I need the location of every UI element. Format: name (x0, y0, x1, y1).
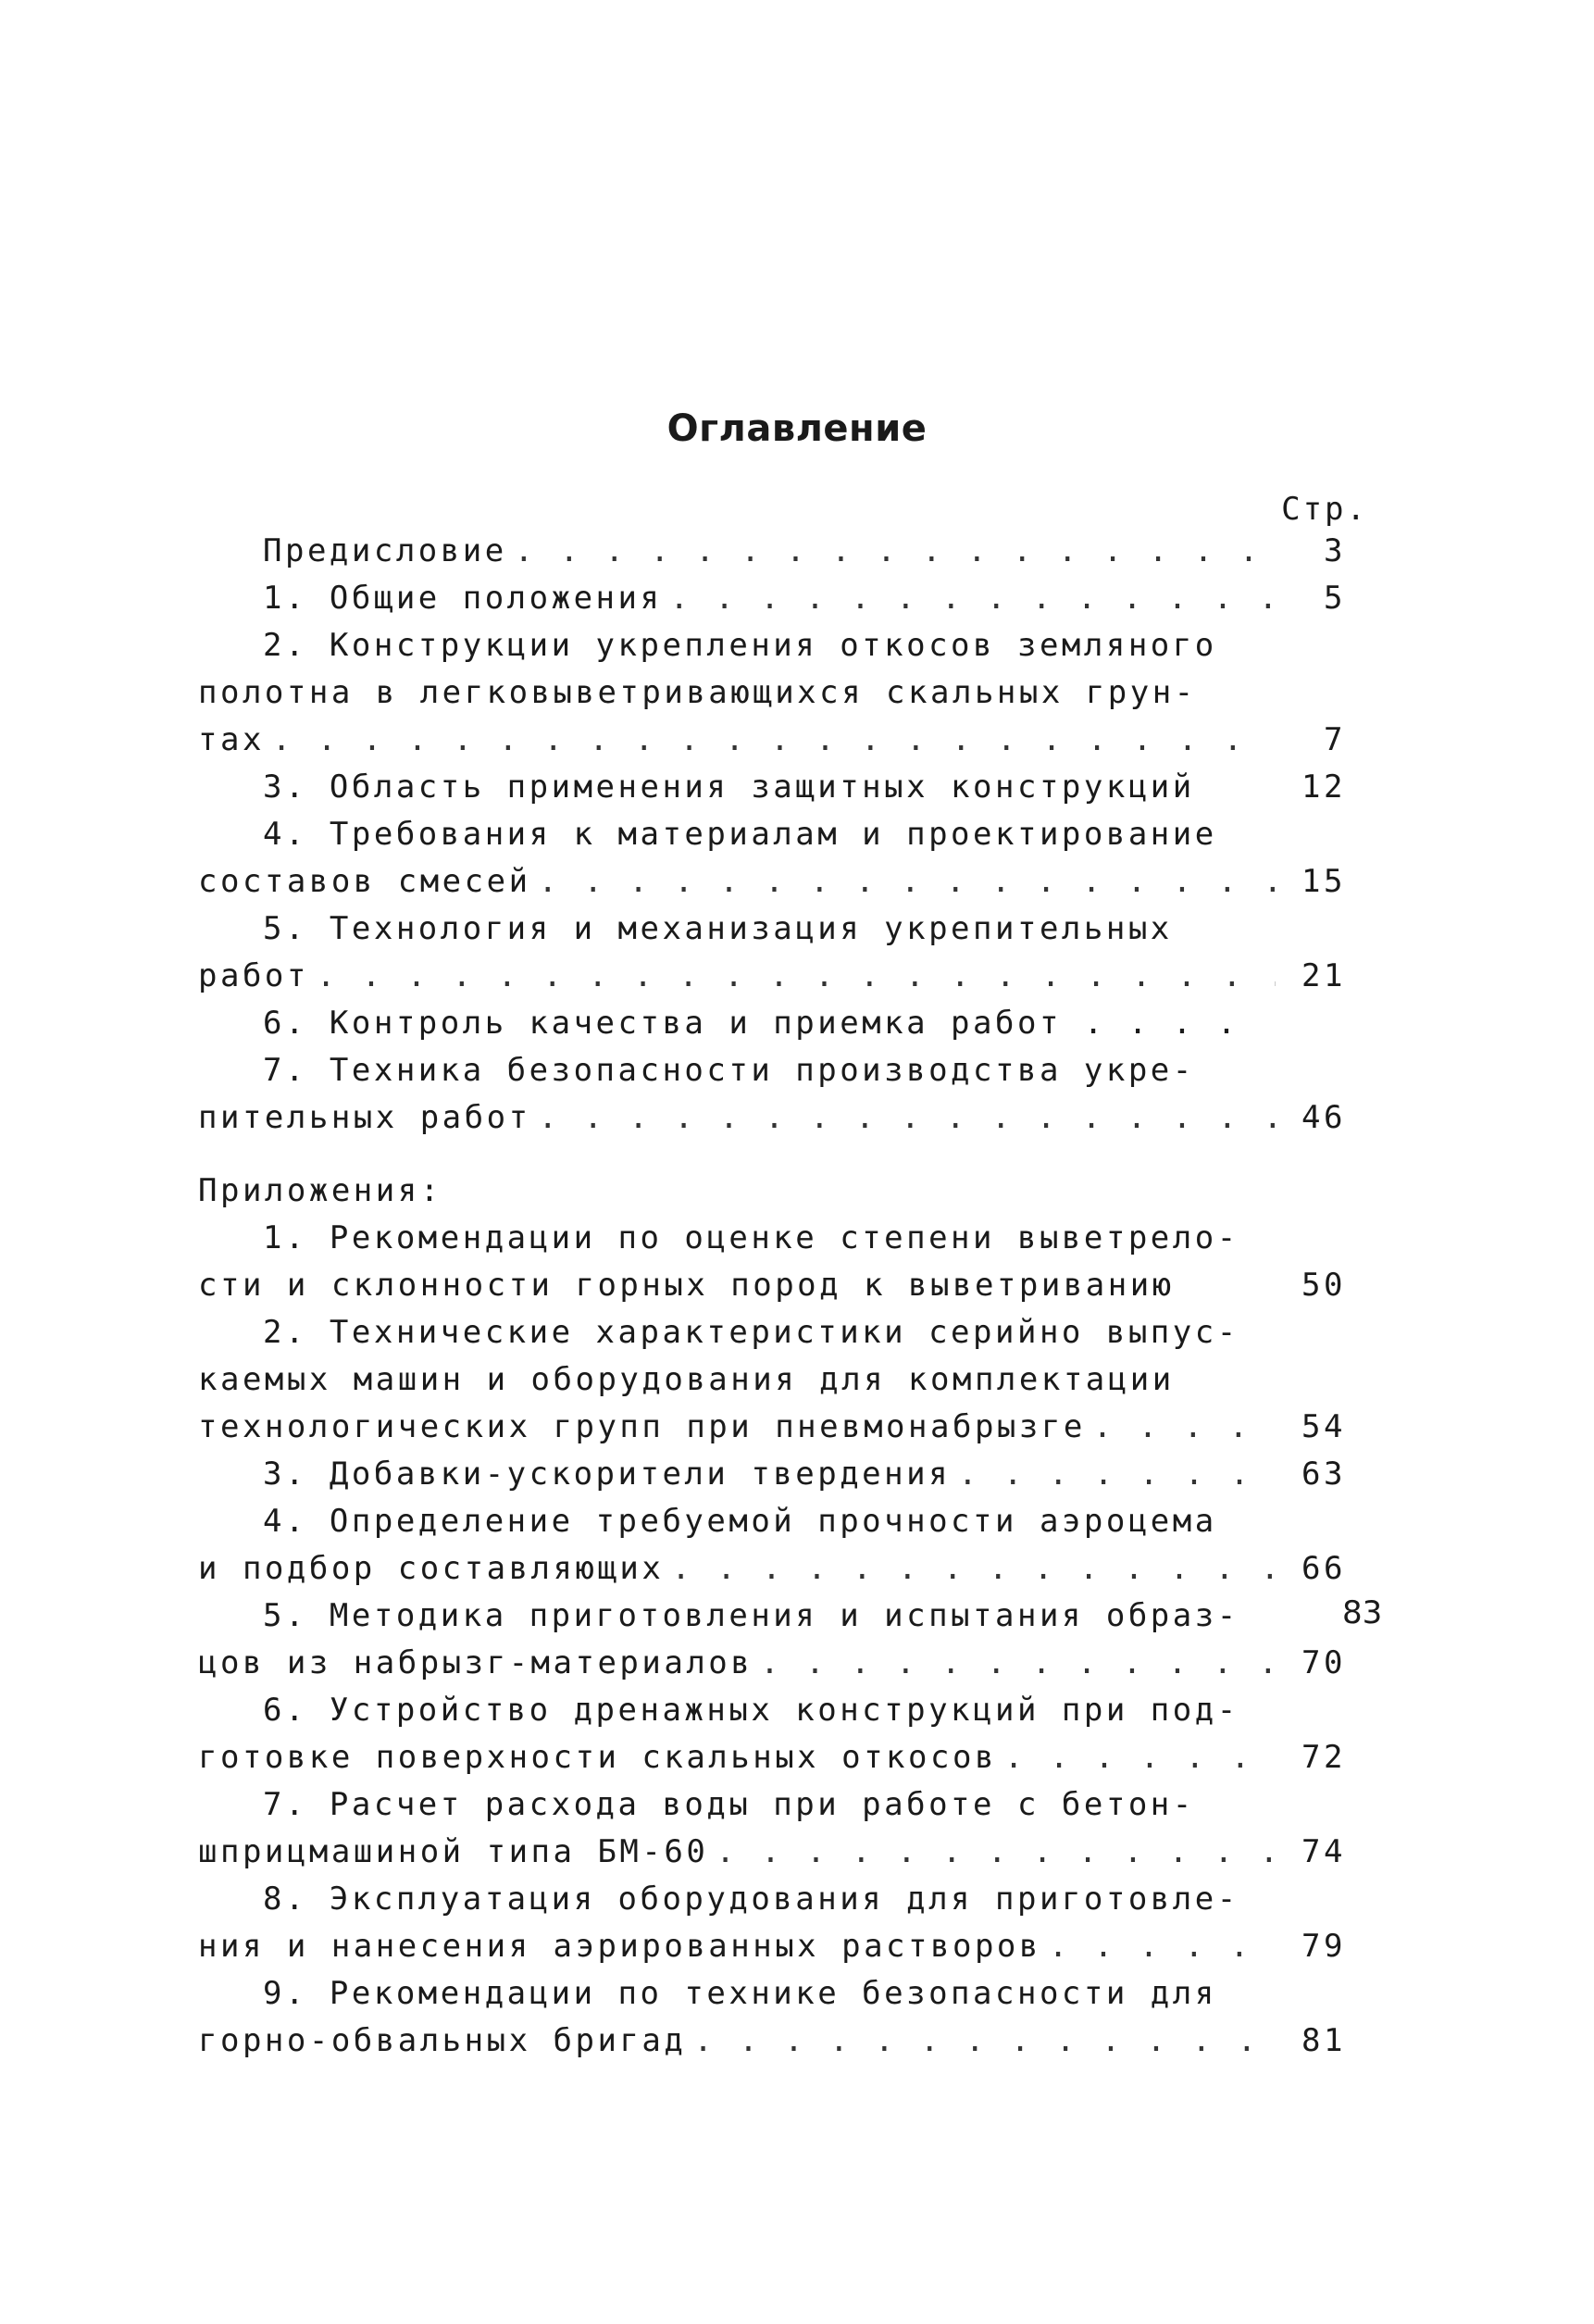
toc-entry-text: готовке поверхности скальных откосов (198, 1739, 997, 1776)
toc-entry-text: 5. Методика приготовления и испытания образ- (263, 1597, 1239, 1634)
toc-line (198, 528, 1346, 575)
toc-entry-text: составов смесей (198, 863, 531, 900)
toc-line (198, 2018, 1346, 2065)
toc-page-number: 5 (1324, 580, 1346, 617)
toc-line (198, 575, 1346, 622)
toc-line (198, 669, 1346, 717)
toc-entry-text: 4. Определение требуемой прочности аэроцема (263, 1503, 1217, 1540)
toc-line (198, 1923, 1346, 1970)
toc-line (198, 1356, 1346, 1404)
toc-page-number: 15 (1301, 863, 1346, 900)
dot-leader (951, 1451, 1276, 1498)
toc-line (198, 1094, 1346, 1142)
toc-line (198, 1829, 1346, 1876)
toc-line (198, 1640, 1346, 1687)
page-column-header-row (198, 491, 1368, 528)
toc-line (198, 906, 1346, 953)
dot-leader (265, 717, 1276, 764)
toc-page-number: 72 (1301, 1739, 1346, 1776)
toc-page-number: 21 (1301, 957, 1346, 994)
dot-leader (1086, 1404, 1276, 1451)
toc-entry-text: технологических групп при пневмонабрызге (198, 1408, 1086, 1445)
toc-line (198, 811, 1346, 858)
section-gap (198, 1142, 1346, 1168)
appendix-heading: Приложения: (198, 1172, 442, 1209)
toc-entry-text: 2. Технические характеристики серийно выпус- (263, 1314, 1239, 1351)
dot-leader (1041, 1923, 1276, 1970)
toc-page-number: 46 (1301, 1099, 1346, 1136)
dot-leader (753, 1640, 1276, 1687)
toc-line (198, 622, 1346, 669)
toc-line (198, 1000, 1346, 1047)
toc-entry-text: 3. Добавки-ускорители твердения (263, 1456, 952, 1493)
toc-page-number: 79 (1301, 1928, 1346, 1965)
toc-page-number: 74 (1301, 1833, 1346, 1870)
dot-leader (708, 1829, 1276, 1876)
toc-entry-text: 3. Область применения защитных конструкций (263, 768, 1195, 806)
toc-entry-text: 1. Общие положения (263, 580, 663, 617)
toc-line (198, 1545, 1346, 1593)
dot-leader (309, 953, 1276, 1000)
page-column-header: Стр. (1281, 491, 1368, 528)
toc-line (198, 953, 1346, 1000)
toc-page-number: 63 (1301, 1456, 1346, 1493)
toc-line (198, 1215, 1346, 1262)
toc-entry-text: Предисловие (263, 532, 507, 569)
toc-entry-text: 6. Контроль качества и приемка работ . . . . (263, 1005, 1239, 1042)
toc-page-number: 50 (1301, 1267, 1346, 1304)
page-number: 83 (1342, 1594, 1383, 1631)
toc-page-number: 12 (1301, 768, 1346, 806)
appendix-heading-row (198, 1168, 1346, 1215)
toc-line (198, 764, 1346, 811)
toc-line (198, 1309, 1346, 1356)
toc-entry-text: 8. Эксплуатация оборудования для приготовле- (263, 1880, 1239, 1918)
toc-line (198, 1404, 1346, 1451)
dot-leader (664, 1545, 1276, 1593)
toc-entry-text: 6. Устройство дренажных конструкций при под- (263, 1692, 1239, 1729)
toc-line (198, 1687, 1346, 1734)
toc-line (198, 1593, 1346, 1640)
toc-entry-text: цов из набрызг-материалов (198, 1644, 753, 1681)
toc-line (198, 1970, 1346, 2018)
toc-entry-text: каемых машин и оборудования для комплектации (198, 1361, 1175, 1398)
toc-line (198, 858, 1346, 906)
toc-entry-text: 5. Технология и механизация укрепительных (263, 910, 1173, 947)
toc-entry-text: тах (198, 721, 265, 758)
toc-line (198, 717, 1346, 764)
toc-entry-text: 7. Расчет расхода воды при работе с бетон- (263, 1786, 1195, 1823)
toc-entry-text: полотна в легковыветривающихся скальных грун- (198, 674, 1197, 711)
toc-page-number: 7 (1324, 721, 1346, 758)
toc-line (198, 1734, 1346, 1781)
toc-entry-text: ния и нанесения аэрированных растворов (198, 1928, 1041, 1965)
toc-entry-text: 2. Конструкции укрепления откосов земляного (263, 627, 1217, 664)
dot-leader (531, 858, 1276, 906)
toc-line (198, 1047, 1346, 1094)
toc-title: Оглавление (666, 407, 928, 450)
toc-line (198, 1781, 1346, 1829)
contents-list (198, 528, 1346, 1142)
toc-entry-text: работ (198, 957, 309, 994)
dot-leader (686, 2018, 1276, 2065)
toc-line (198, 1876, 1346, 1923)
toc-page-number: 3 (1324, 532, 1346, 569)
toc-entry-text: 9. Рекомендации по технике безопасности для (263, 1975, 1217, 2012)
dot-leader (662, 575, 1276, 622)
toc-entry-text: 7. Техника безопасности производства укре- (263, 1052, 1195, 1089)
toc-page-number: 70 (1301, 1644, 1346, 1681)
dot-leader (507, 528, 1276, 575)
toc-entry-text: 4. Требования к материалам и проектирование (263, 816, 1217, 853)
dot-leader (997, 1734, 1276, 1781)
dot-leader (531, 1094, 1276, 1142)
toc-entry-text: и подбор составляющих (198, 1550, 665, 1587)
toc-entry-text: пительных работ (198, 1099, 531, 1136)
toc-entry-text: сти и склонности горных пород к выветриванию (198, 1267, 1175, 1304)
toc-entry-text: горно-обвальных бригад (198, 2022, 687, 2059)
toc-line (198, 1262, 1346, 1309)
toc-entry-text: 1. Рекомендации по оценке степени выветрело- (263, 1219, 1239, 1256)
toc-line (198, 1451, 1346, 1498)
toc-page-number: 81 (1301, 2022, 1346, 2059)
toc-entry-text: шприцмашиной типа БМ-60 (198, 1833, 709, 1870)
toc-page-number: 66 (1301, 1550, 1346, 1587)
appendices-list (198, 1215, 1346, 2065)
toc-page-number: 54 (1301, 1408, 1346, 1445)
toc-line (198, 1498, 1346, 1545)
